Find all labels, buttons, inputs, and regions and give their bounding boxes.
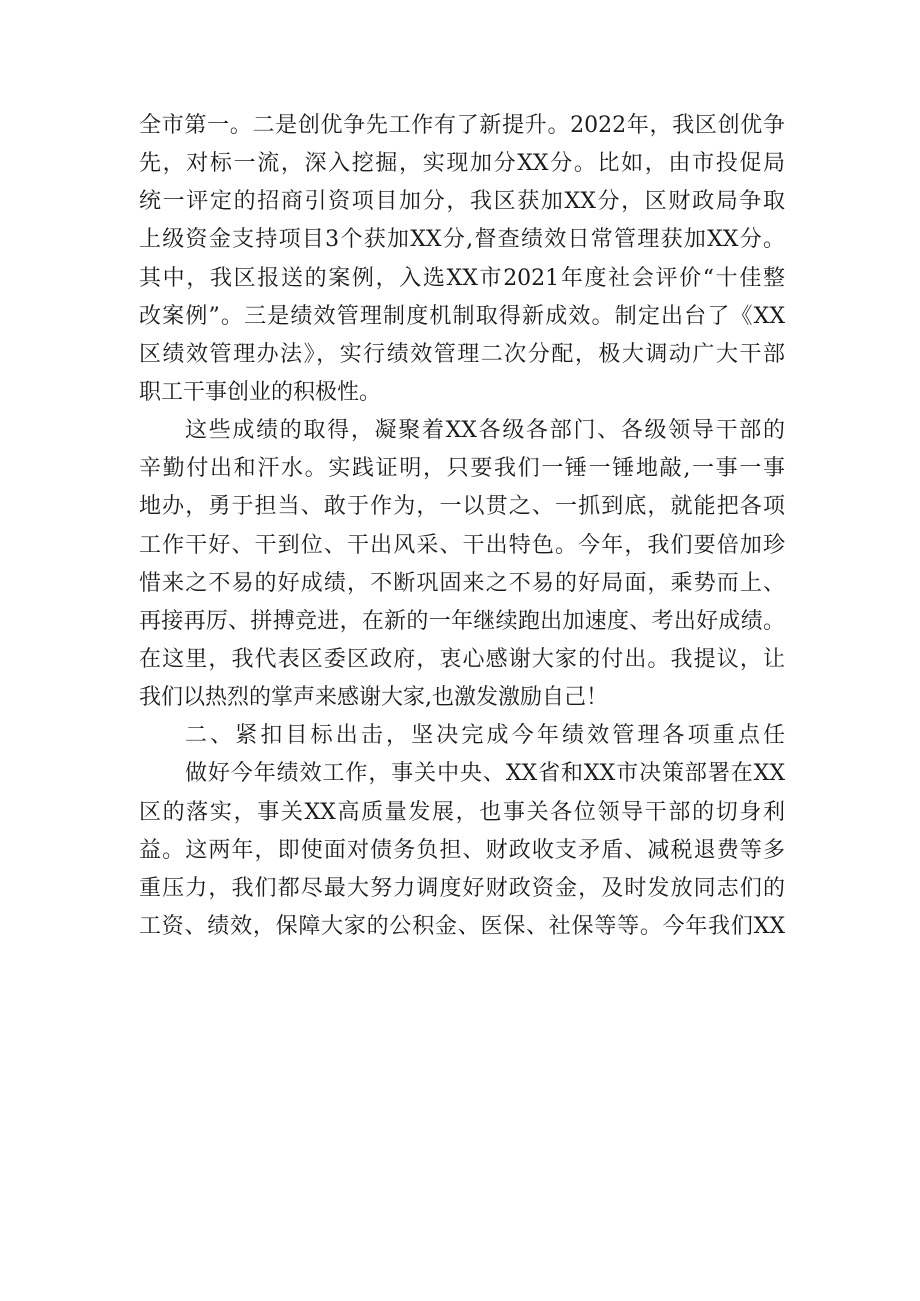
text-line: 区绩效管理办法》，实行绩效管理二次分配，极大调动广大干部 [139,341,785,367]
text-line: 工作干好、干到位、干出风采、干出特色。今年，我们要倍加珍 [139,532,785,558]
text-line: 职工干事创业的积极性。 [139,379,382,405]
text-line: 辛勤付出和汗水。实践证明，只要我们一锤一锤地敲,一事一事 [139,456,785,482]
text-line: 二、紧扣目标出击，坚决完成今年绩效管理各项重点任 [185,723,785,749]
text-line: 再接再厉、拼搏竞进，在新的一年继续跑出加速度、考出好成绩。 [139,608,785,634]
text-line: 区的落实，事关XX高质量发展，也事关各位领导干部的切身利 [139,799,785,825]
text-line: 做好今年绩效工作，事关中央、XX省和XX市决策部署在XX [185,761,785,787]
document-body [139,107,785,946]
text-line: 这些成绩的取得，凝聚着XX各级各部门、各级领导干部的 [185,418,785,444]
text-line: 其中，我区报送的案例，入选XX市2021年度社会评价“十佳整 [139,265,785,291]
text-line: 改案例”。三是绩效管理制度机制取得新成效。制定出台了《XX [139,303,785,329]
text-line: 在这里，我代表区委区政府，衷心感谢大家的付出。我提议，让 [139,646,785,672]
text-line: 益。这两年，即使面对债务负担、财政收支矛盾、减税退费等多 [139,837,785,863]
text-line: 重压力，我们都尽最大努力调度好财政资金，及时发放同志们的 [139,875,785,901]
text-line: 先，对标一流，深入挖掘，实现加分XX分。比如，由市投促局 [139,151,785,177]
text-line: 我们以热烈的掌声来感谢大家,也激发激励自己！ [139,685,608,711]
text-line: 地办，勇于担当、敢于作为，一以贯之、一抓到底，就能把各项 [139,494,785,520]
text-line: 全市第一。二是创优争先工作有了新提升。2022年，我区创优争 [139,113,785,138]
text-line: 惜来之不易的好成绩，不断巩固来之不易的好局面，乘势而上、 [139,570,785,596]
text-line: 上级资金支持项目3个获加XX分,督查绩效日常管理获加XX分。 [139,227,785,253]
text-line: 工资、绩效，保障大家的公积金、医保、社保等等。今年我们XX [139,913,785,939]
text-line: 统一评定的招商引资项目加分，我区获加XX分，区财政局争取 [139,189,785,215]
